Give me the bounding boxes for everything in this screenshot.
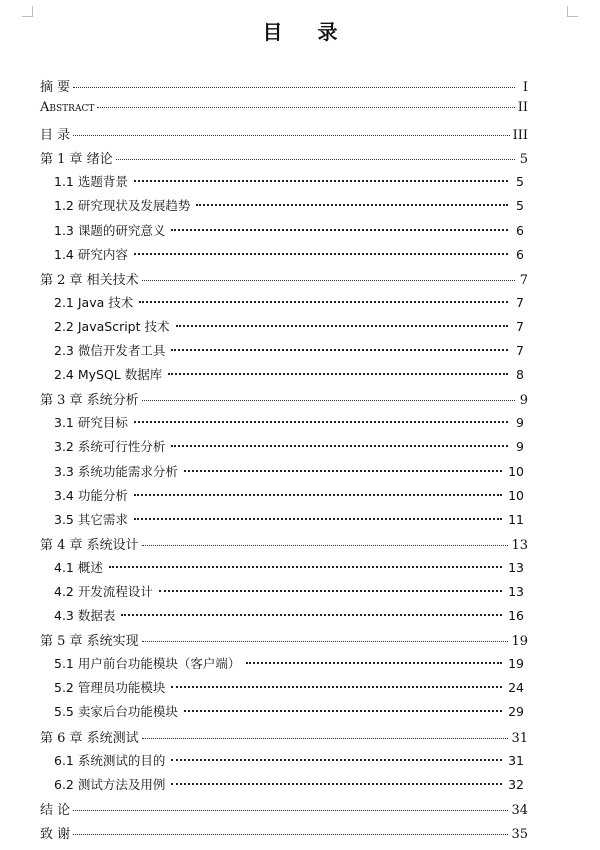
toc-entry[interactable] [40, 678, 528, 702]
toc-entry-label: 5.5 卖家后台功能模块 [54, 704, 178, 720]
table-of-contents [40, 76, 528, 847]
toc-entry-label: 4.2 开发流程设计 [54, 583, 153, 599]
toc-entry-label: 2.4 MySQL 数据库 [54, 367, 163, 383]
toc-entry-page: 7 [516, 318, 524, 334]
toc-entry[interactable] [40, 775, 528, 799]
toc-entry-label: 3.2 系统可行性分析 [54, 439, 166, 455]
toc-entry-page: 19 [511, 634, 528, 650]
toc-entry-page: 9 [516, 439, 524, 455]
toc-entry-page: 10 [508, 487, 524, 503]
dot-leader [73, 87, 515, 88]
dot-leader [171, 686, 502, 688]
toc-entry[interactable] [40, 389, 528, 413]
toc-entry-label: 1.2 研究现状及发展趋势 [54, 198, 191, 214]
toc-entry-page: 16 [508, 608, 524, 624]
toc-entry-label: 2.2 JavaScript 技术 [54, 318, 170, 334]
toc-entry-page: 5 [516, 174, 524, 190]
dot-leader [142, 280, 515, 281]
toc-entry-label: 结 论 [40, 802, 71, 818]
toc-entry-page: 6 [516, 246, 524, 262]
dot-leader [116, 159, 515, 160]
toc-entry-label: 2.3 微信开发者工具 [54, 343, 166, 359]
toc-entry[interactable] [40, 413, 528, 437]
toc-entry[interactable] [40, 727, 528, 751]
toc-entry-label: 5.2 管理员功能模块 [54, 680, 166, 696]
toc-entry[interactable] [40, 534, 528, 558]
toc-entry-label: 致 谢 [40, 826, 71, 842]
toc-entry-label: 目 录 [40, 128, 71, 144]
toc-entry-label: 6.2 测试方法及用例 [54, 776, 166, 792]
toc-entry-label: 3.5 其它需求 [54, 511, 128, 527]
toc-entry-label: 第 4 章 系统设计 [40, 537, 139, 553]
dot-leader [184, 470, 502, 472]
toc-entry-page: 19 [508, 656, 524, 672]
toc-entry-page: 6 [516, 222, 524, 238]
toc-entry-label: 4.1 概述 [54, 559, 103, 575]
dot-leader [142, 641, 509, 642]
toc-entry-label: 1.4 研究内容 [54, 246, 128, 262]
toc-entry-page: 13 [508, 583, 524, 599]
toc-entry-page: II [517, 100, 528, 116]
toc-entry-page: 7 [519, 272, 528, 288]
dot-leader [176, 325, 509, 327]
toc-entry-label: 3.1 研究目标 [54, 415, 128, 431]
dot-leader [134, 518, 502, 520]
toc-entry-page: 5 [519, 152, 528, 168]
toc-entry-page: III [512, 128, 528, 144]
toc-entry[interactable] [40, 100, 528, 124]
toc-entry[interactable] [40, 245, 528, 269]
toc-entry[interactable] [40, 196, 528, 220]
toc-entry[interactable] [40, 269, 528, 293]
toc-entry-label: 6.1 系统测试的目的 [54, 752, 166, 768]
toc-entry[interactable] [40, 76, 528, 100]
toc-entry-label: 第 1 章 绪论 [40, 152, 113, 168]
toc-entry-page: 13 [508, 559, 524, 575]
toc-entry-page: 9 [519, 393, 528, 409]
toc-entry-page: 11 [508, 511, 524, 527]
toc-entry-label: 4.3 数据表 [54, 608, 116, 624]
toc-entry[interactable] [40, 630, 528, 654]
toc-entry[interactable] [40, 654, 528, 678]
toc-entry-label: 第 2 章 相关技术 [40, 272, 139, 288]
dot-leader [171, 759, 502, 761]
dot-leader [159, 590, 502, 592]
toc-entry-page: 10 [508, 463, 524, 479]
toc-entry-label: 1.1 选题背景 [54, 174, 128, 190]
dot-leader [73, 135, 509, 136]
dot-leader [171, 349, 508, 351]
dot-leader [109, 566, 502, 568]
toc-entry-page: 13 [511, 537, 528, 553]
toc-entry-page: 35 [511, 826, 528, 842]
dot-leader [121, 614, 502, 616]
toc-entry[interactable] [40, 799, 528, 823]
toc-entry[interactable] [40, 702, 528, 726]
page-title: 目 录 [262, 20, 352, 44]
dot-leader [171, 229, 508, 231]
toc-entry-label: 第 3 章 系统分析 [40, 393, 139, 409]
toc-entry[interactable] [40, 751, 528, 775]
toc-entry-label: 3.4 功能分析 [54, 487, 128, 503]
toc-entry[interactable] [40, 293, 528, 317]
dot-leader [142, 738, 509, 739]
dot-leader [171, 445, 508, 447]
dot-leader [134, 180, 508, 182]
toc-entry[interactable] [40, 172, 528, 196]
dot-leader [142, 545, 509, 546]
toc-entry-page: 31 [511, 730, 528, 746]
dot-leader [73, 834, 508, 835]
toc-entry-label: 3.3 系统功能需求分析 [54, 463, 178, 479]
toc-entry[interactable] [40, 341, 528, 365]
toc-entry[interactable] [40, 221, 528, 245]
toc-entry-page: 24 [508, 680, 524, 696]
toc-entry-label: 第 6 章 系统测试 [40, 730, 139, 746]
toc-entry[interactable] [40, 317, 528, 341]
dot-leader [171, 783, 502, 785]
dot-leader [142, 400, 515, 401]
toc-entry-label: 2.1 Java 技术 [54, 294, 134, 310]
dot-leader [246, 662, 502, 664]
toc-entry[interactable] [40, 365, 528, 389]
toc-entry-label: 5.1 用户前台功能模块（客户端） [54, 656, 241, 672]
dot-leader [196, 204, 508, 206]
toc-entry[interactable] [40, 124, 528, 148]
dot-leader [168, 373, 508, 375]
toc-entry[interactable] [40, 462, 528, 486]
toc-entry-label: Abstract [40, 100, 95, 116]
toc-entry-page: 31 [508, 752, 524, 768]
toc-entry-page: 29 [508, 704, 524, 720]
dot-leader [139, 301, 508, 303]
toc-entry-page: 32 [508, 776, 524, 792]
toc-entry-page: 7 [516, 343, 524, 359]
toc-entry[interactable] [40, 437, 528, 461]
toc-entry[interactable] [40, 510, 528, 534]
toc-entry-label: 第 5 章 系统实现 [40, 634, 139, 650]
toc-entry-page: 5 [516, 198, 524, 214]
dot-leader [134, 253, 508, 255]
toc-entry-page: 7 [516, 294, 524, 310]
dot-leader [97, 107, 514, 108]
toc-entry[interactable] [40, 486, 528, 510]
toc-entry[interactable] [40, 582, 528, 606]
toc-entry[interactable] [40, 823, 528, 847]
dot-leader [184, 710, 502, 712]
dot-leader [134, 494, 502, 496]
dot-leader [73, 810, 508, 811]
dot-leader [134, 421, 508, 423]
toc-entry[interactable] [40, 558, 528, 582]
toc-entry-label: 摘 要 [40, 80, 71, 95]
toc-entry-page: I [522, 80, 528, 95]
toc-entry-page: 8 [516, 367, 524, 383]
toc-entry-label: 1.3 课题的研究意义 [54, 222, 166, 238]
toc-entry[interactable] [40, 148, 528, 172]
toc-entry[interactable] [40, 606, 528, 630]
toc-entry-page: 9 [516, 415, 524, 431]
toc-entry-page: 34 [511, 802, 528, 818]
